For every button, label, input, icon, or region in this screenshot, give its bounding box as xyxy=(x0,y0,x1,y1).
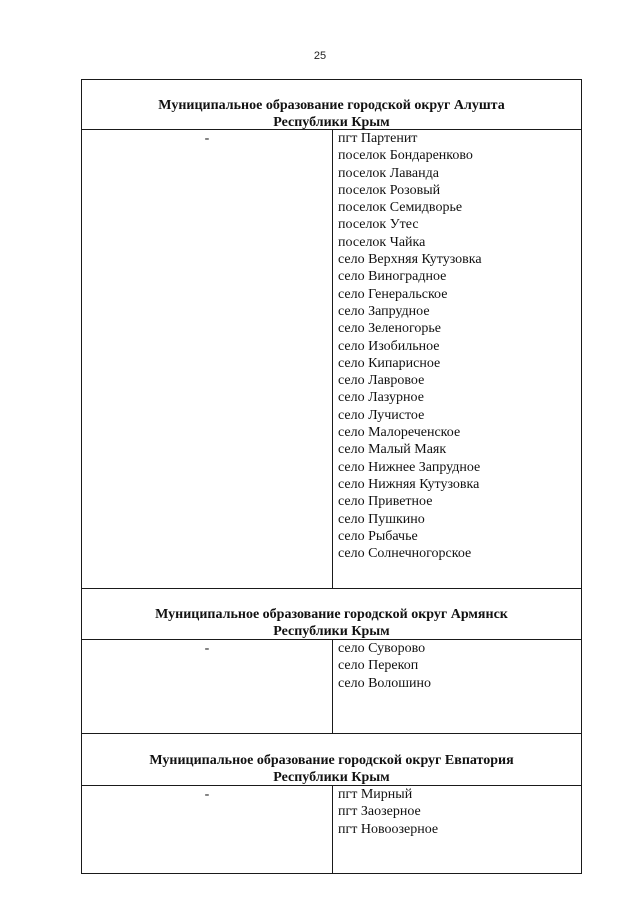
settlement-item: поселок Утес xyxy=(338,217,419,233)
section-subtitle: Республики Крым xyxy=(273,770,390,785)
settlement-item: поселок Розовый xyxy=(338,182,441,198)
settlement-item: пгт Заозерное xyxy=(338,804,421,820)
settlement-item: пгт Новоозерное xyxy=(338,821,439,837)
settlement-item: село Нижняя Кутузовка xyxy=(338,476,480,492)
section-header-evpatoria xyxy=(82,733,581,786)
section-body-alushta xyxy=(82,130,581,588)
section-header-alushta xyxy=(82,79,581,130)
section-title: Муниципальное образование городской округ Алушта xyxy=(158,98,505,113)
settlement-item: поселок Лаванда xyxy=(338,165,439,181)
section-header-armyansk xyxy=(82,588,581,640)
settlement-item: село Суворово xyxy=(338,641,426,656)
settlement-item: село Пушкино xyxy=(338,511,425,527)
settlement-item: село Лазурное xyxy=(338,390,424,406)
settlement-item: село Приветное xyxy=(338,494,433,510)
section-body-armyansk xyxy=(82,640,581,733)
settlement-item: село Изобильное xyxy=(338,338,440,354)
settlement-item: село Кипарисное xyxy=(338,355,441,371)
settlement-item: село Верхняя Кутузовка xyxy=(338,252,482,268)
settlement-item: пгт Партенит xyxy=(338,131,418,146)
settlement-item: поселок Бондаренково xyxy=(338,148,473,164)
settlement-item: село Виноградное xyxy=(338,269,447,285)
settlement-item: село Лавровое xyxy=(338,373,425,389)
settlement-list xyxy=(333,640,581,733)
settlement-item: поселок Семидворье xyxy=(338,200,463,216)
settlement-item: село Перекоп xyxy=(338,658,419,674)
settlement-item: село Зеленогорье xyxy=(338,321,441,337)
settlement-item: село Генеральское xyxy=(338,286,448,302)
settlement-item: село Волошино xyxy=(338,675,431,691)
settlement-list xyxy=(333,786,581,873)
settlement-item: село Нижнее Запрудное xyxy=(338,459,481,475)
settlement-item: поселок Чайка xyxy=(338,234,426,250)
settlement-item: село Малореченское xyxy=(338,425,461,441)
settlement-item: село Лучистое xyxy=(338,407,425,423)
settlement-item: село Запрудное xyxy=(338,303,430,319)
section-body-evpatoria xyxy=(82,786,581,873)
section-title: Муниципальное образование городской округ Евпатория xyxy=(149,753,514,768)
settlement-item: село Рыбачье xyxy=(338,528,418,544)
section-subtitle: Республики Крым xyxy=(273,115,390,130)
left-cell: - xyxy=(82,130,333,588)
left-cell: - xyxy=(82,640,333,733)
settlement-item: село Солнечногорское xyxy=(338,546,472,562)
settlement-item: село Малый Маяк xyxy=(338,442,447,458)
left-cell: - xyxy=(82,786,333,873)
document-table xyxy=(81,79,582,874)
section-title: Муниципальное образование городской округ Армянск xyxy=(155,607,508,622)
section-subtitle: Республики Крым xyxy=(273,624,390,639)
settlement-list xyxy=(333,130,581,588)
page-number: 25 xyxy=(313,50,327,62)
settlement-item: пгт Мирный xyxy=(338,787,413,802)
